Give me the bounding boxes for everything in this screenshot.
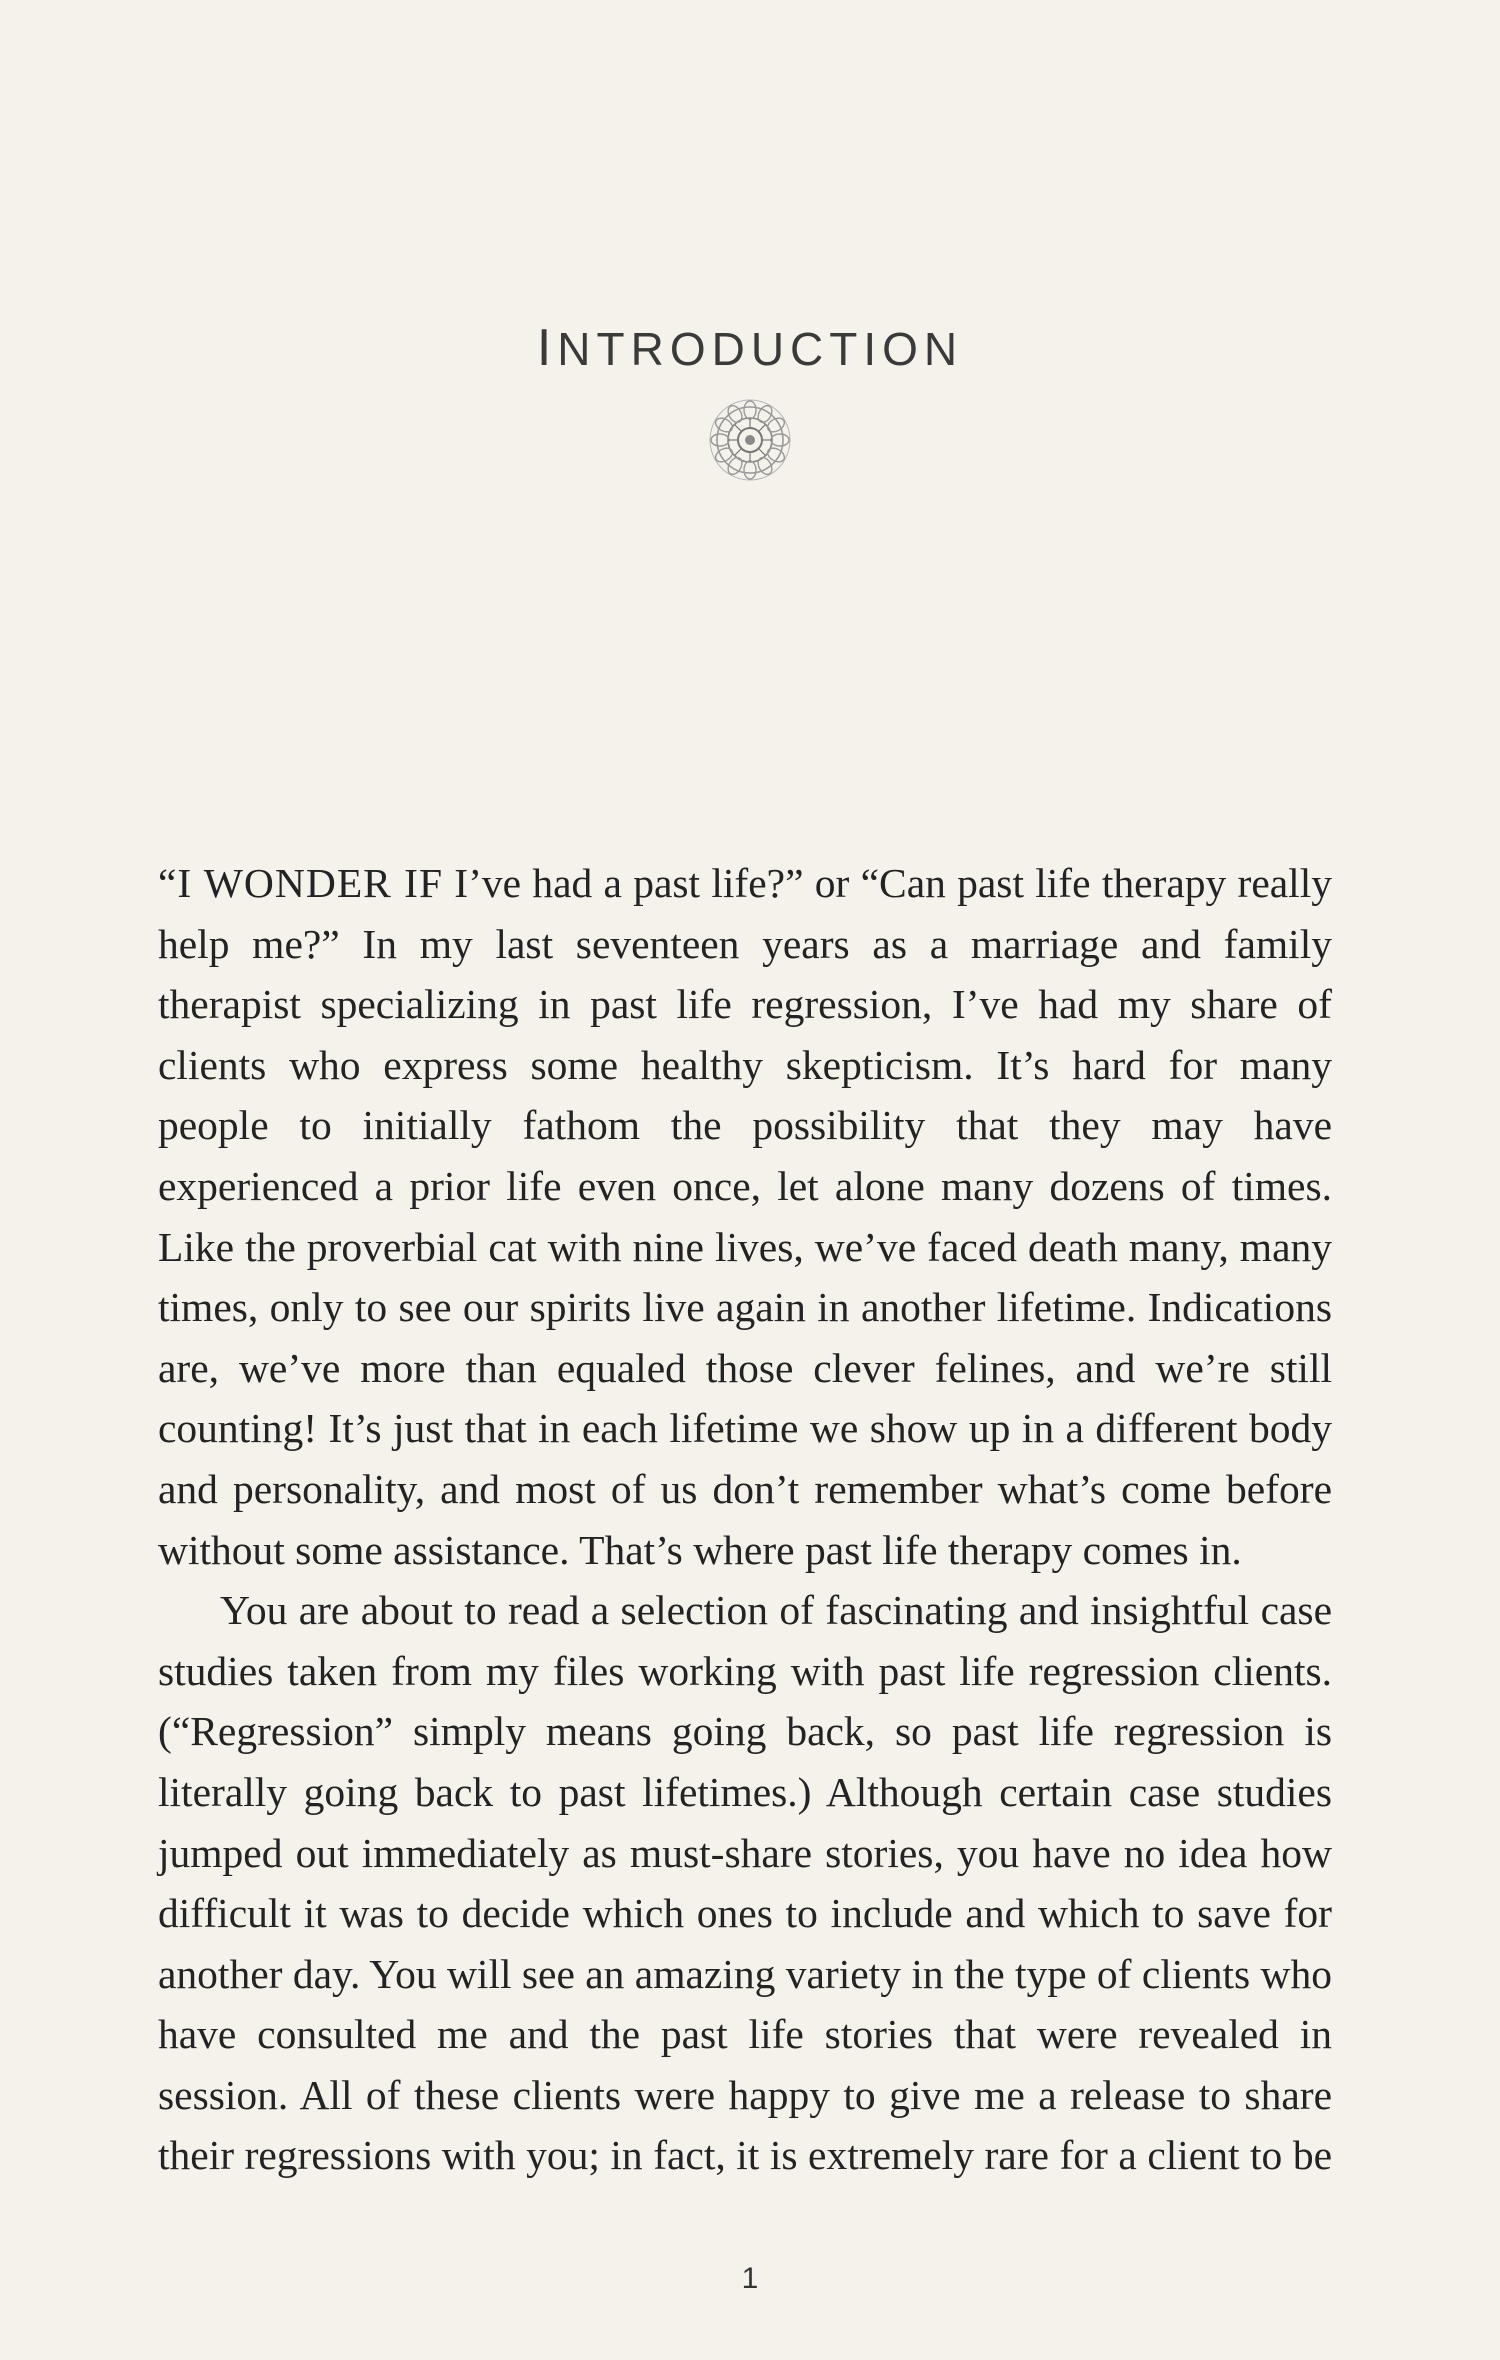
- chapter-title-rest: NTRODUCTION: [557, 323, 964, 375]
- paragraph-1-lead-in: “I WONDER IF: [158, 860, 444, 906]
- chapter-title-initial: I: [536, 319, 558, 377]
- paragraph-1: [158, 853, 1332, 1580]
- paragraph-2: You are about to read a selection of fascinating and insightful case studies taken from my files working with past life regression clients. (“Regression” simply means going back, so past life regression is literally going back to past lifetimes.) Although certain case studies jumped out immediately as must-share stories, you have no idea how difficult it was to decide which ones to include and which to save for another day. You will see an amazing variety in the type of clients who have consulted me and the past life stories that were revealed in session. All of these clients were happy to give me a release to share their regressions with you; in fact, it is extremely rare for a client to be: [158, 1587, 1332, 2179]
- chapter-title: [0, 318, 1500, 378]
- page-number: 1: [741, 2262, 759, 2295]
- rosette-ornament-icon: [690, 395, 810, 485]
- body-text: [158, 853, 1332, 2186]
- paragraph-1-text: I’ve had a past life?” or “Can past life therapy really help me?” In my last seventeen years as a marriage and family therapist specializing in past life regression, I’ve had my share of clients who express some healthy skepticism. It’s hard for many people to initially fathom the possibility that they may have experienced a prior life even once, let alone many dozens of times. Like the proverbial cat with nine lives, we’ve faced death many, many times, only to see our spirits live again in another lifetime. Indications are, we’ve more than equaled those clever felines, and we’re still counting! It’s just that in each lifetime we show up in a different body and personality, and most of us don’t remember what’s come before without some assistance. That’s where past life therapy comes in.: [158, 860, 1332, 1573]
